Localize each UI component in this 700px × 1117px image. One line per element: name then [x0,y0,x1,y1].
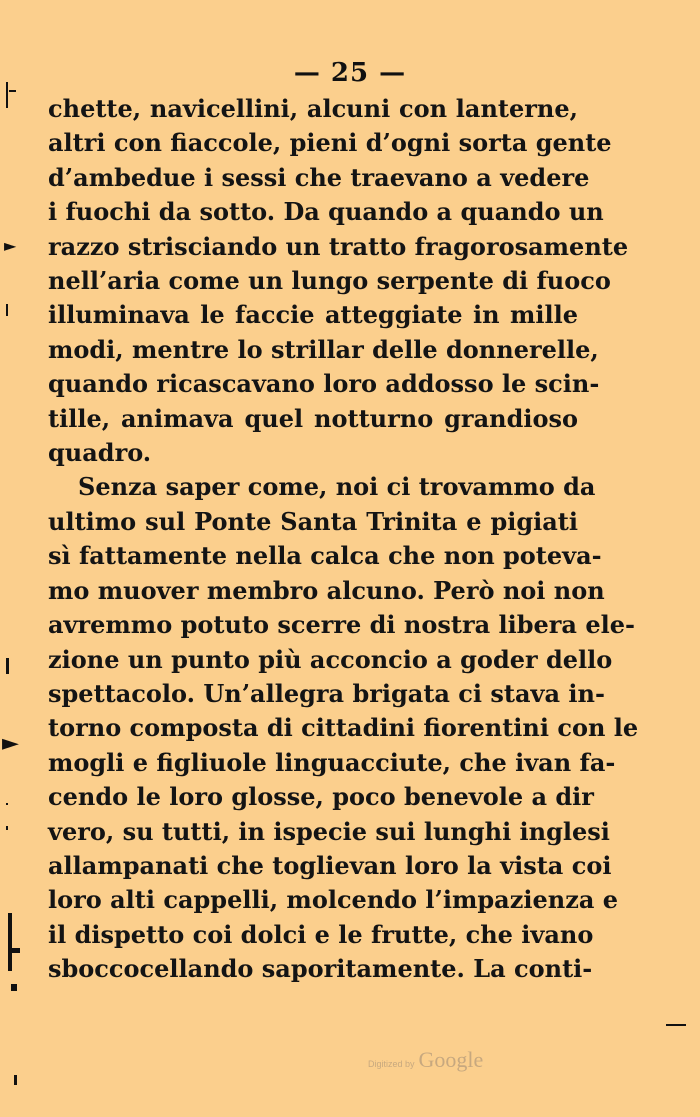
body-text [48,92,639,987]
text-line: modi, mentre lo strillar delle donnerelle, [48,334,599,364]
text-line: razzo strisciando un tratto fragorosamente [48,231,629,261]
text-line: illuminava le faccie atteggiate in mille [48,300,578,330]
text-line: nell’aria come un lungo serpente di fuoco [48,266,611,296]
text-line: quando ricascavano loro addosso le scin- [48,369,600,399]
page-number: — 25 — [293,58,407,88]
text-line: zione un punto più acconcio a goder dello [48,644,613,674]
scan-mark [6,803,8,805]
scan-speck: ► [2,731,19,756]
text-line: tille, animava quel notturno grandioso [48,403,578,433]
scan-speck: ► [4,236,17,255]
text-line: torno composta di cittadini fiorentini con le [48,713,639,743]
scan-mark [6,826,8,830]
scan-mark [14,1075,17,1085]
text-line: altri con fiaccole, pieni d’ogni sorta gente [48,128,612,158]
text-line: avremmo potuto scerre di nostra libera ele- [48,610,635,640]
text-line: loro alti cappelli, molcendo l’impazienza e [48,885,618,915]
text-line: mogli e figliuole linguacciute, che ivan fa- [48,747,616,777]
watermark-small-text: Digitized by [368,1059,415,1069]
text-line: sboccocellando saporitamente. La conti- [48,954,593,984]
watermark-logo-text: Google [418,1047,484,1072]
text-line: d’ambedue i sessi che traevano a vedere [48,162,590,192]
text-line: sì fattamente nella calca che non poteva- [48,541,602,571]
text-line: ultimo sul Ponte Santa Trinita e pigiati [48,506,578,536]
text-line: i fuochi da sotto. Da quando a quando un [48,197,604,227]
scan-mark [666,1024,686,1026]
text-line: Senza saper come, noi ci trovammo da [78,472,596,502]
text-line: quadro. [48,438,152,468]
scan-mark [6,658,9,674]
text-line: il dispetto coi dolci e le frutte, che ivano [48,919,594,949]
text-line: allampanati che toglievan loro la vista coi [48,850,612,880]
scan-mark [9,90,16,92]
scan-mark [6,82,8,108]
text-line: cendo le loro glosse, poco benevole a dir [48,782,594,812]
scan-mark [12,948,20,953]
text-line: mo muover membro alcuno. Però noi non [48,575,605,605]
scan-mark [6,304,8,316]
text-line: vero, su tutti, in ispecie sui lunghi inglesi [48,816,610,846]
scan-mark [11,984,17,991]
text-line: spettacolo. Un’allegra brigata ci stava in- [48,678,605,708]
google-watermark [368,1047,518,1077]
scan-mark [8,913,12,971]
text-line: chette, navicellini, alcuni con lanterne, [48,94,578,123]
